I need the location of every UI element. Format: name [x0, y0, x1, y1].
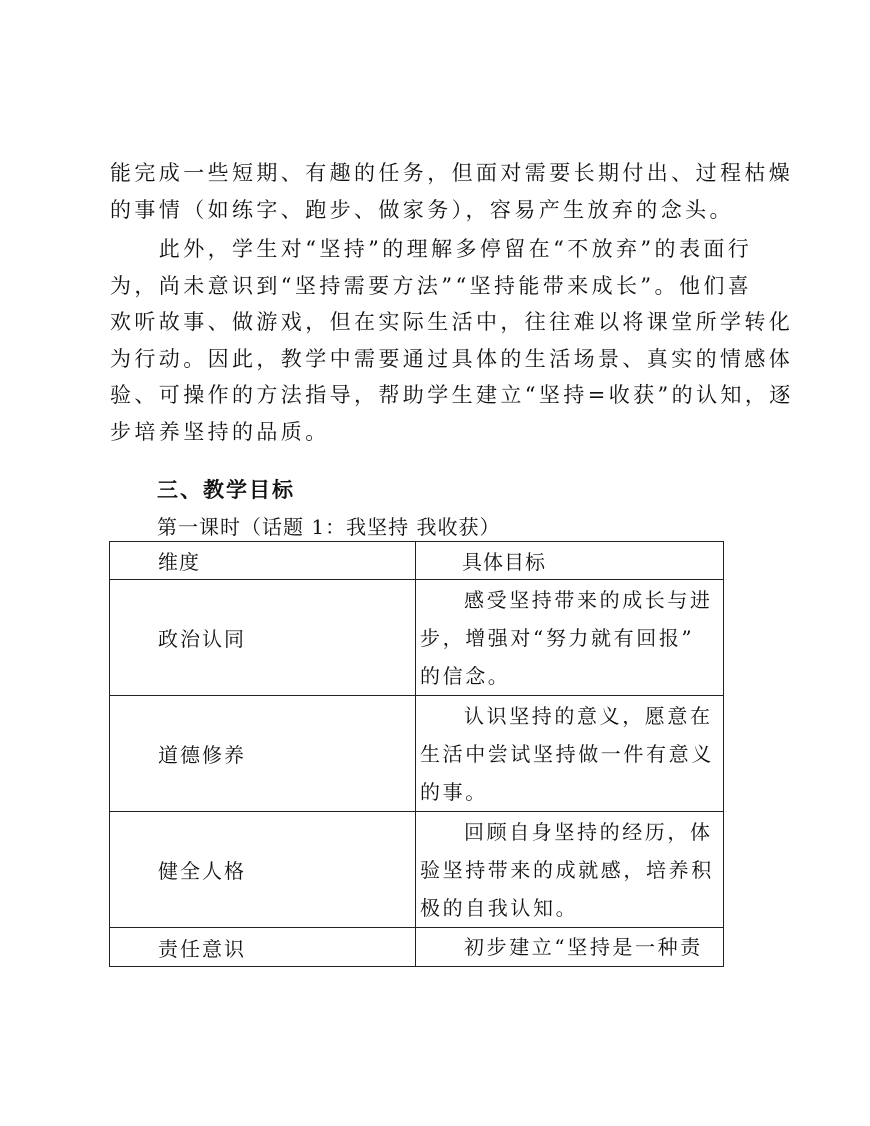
- goal-line: 认识坚持的意义，愿意在: [464, 703, 713, 728]
- goal-line: 生活中尝试坚持做一件有意义: [420, 741, 714, 766]
- table-row: [110, 580, 724, 696]
- table-caption: 第一课时（话题 1：我坚持 我收获）: [157, 515, 501, 539]
- section-heading: 三、教学目标: [157, 478, 295, 502]
- goal-cell: [416, 696, 724, 812]
- table-row: [110, 812, 724, 928]
- text-line: 此外，学生对“坚持”的理解多停留在“不放弃”的表面行: [110, 237, 753, 261]
- goal-line: 步，增强对“努力就有回报”: [420, 625, 695, 650]
- paragraph-continuation: [110, 155, 794, 228]
- goal-cell: [416, 580, 724, 696]
- text-line: 能完成一些短期、有趣的任务，但面对需要长期付出、过程枯燥: [110, 161, 794, 185]
- goal-line: 感受坚持带来的成长与进: [464, 587, 713, 612]
- goal-cell: [416, 928, 724, 967]
- goal-line: 极的自我认知。: [420, 895, 579, 920]
- text-line: 的事情（如练字、跑步、做家务），容易产生放弃的念头。: [110, 197, 734, 222]
- dimension-cell: 政治认同: [110, 580, 416, 696]
- text-line: 欢听故事、做游戏，但在实际生活中，往往难以将课堂所学转化: [110, 310, 794, 335]
- goal-line: 验坚持带来的成就感，培养积: [420, 857, 714, 882]
- text-line: 步培养坚持的品质。: [110, 419, 330, 444]
- dimension-cell: 道德修养: [110, 696, 416, 812]
- goal-cell: [416, 812, 724, 928]
- goals-table: [109, 541, 724, 967]
- dimension-cell: 健全人格: [110, 812, 416, 928]
- goal-line: 回顾自身坚持的经历，体: [464, 819, 713, 844]
- goal-line: 初步建立“坚持是一种责: [464, 935, 703, 959]
- table-row: [110, 928, 724, 967]
- goal-line: 的信念。: [420, 663, 511, 688]
- table-row: [110, 696, 724, 812]
- goal-line: 的事。: [420, 779, 488, 804]
- header-dimension: 维度: [110, 542, 416, 580]
- header-goal: 具体目标: [416, 542, 724, 580]
- paragraph-analysis: [110, 231, 794, 451]
- dimension-cell: 责任意识: [110, 928, 416, 967]
- text-line: 为，尚未意识到“坚持需要方法”“坚持能带来成长”。他们喜: [110, 273, 753, 298]
- table-header-row: [110, 542, 724, 580]
- text-line: 验、可操作的方法指导，帮助学生建立“坚持=收获”的认知，逐: [110, 383, 794, 408]
- text-line: 为行动。因此，教学中需要通过具体的生活场景、真实的情感体: [110, 346, 794, 371]
